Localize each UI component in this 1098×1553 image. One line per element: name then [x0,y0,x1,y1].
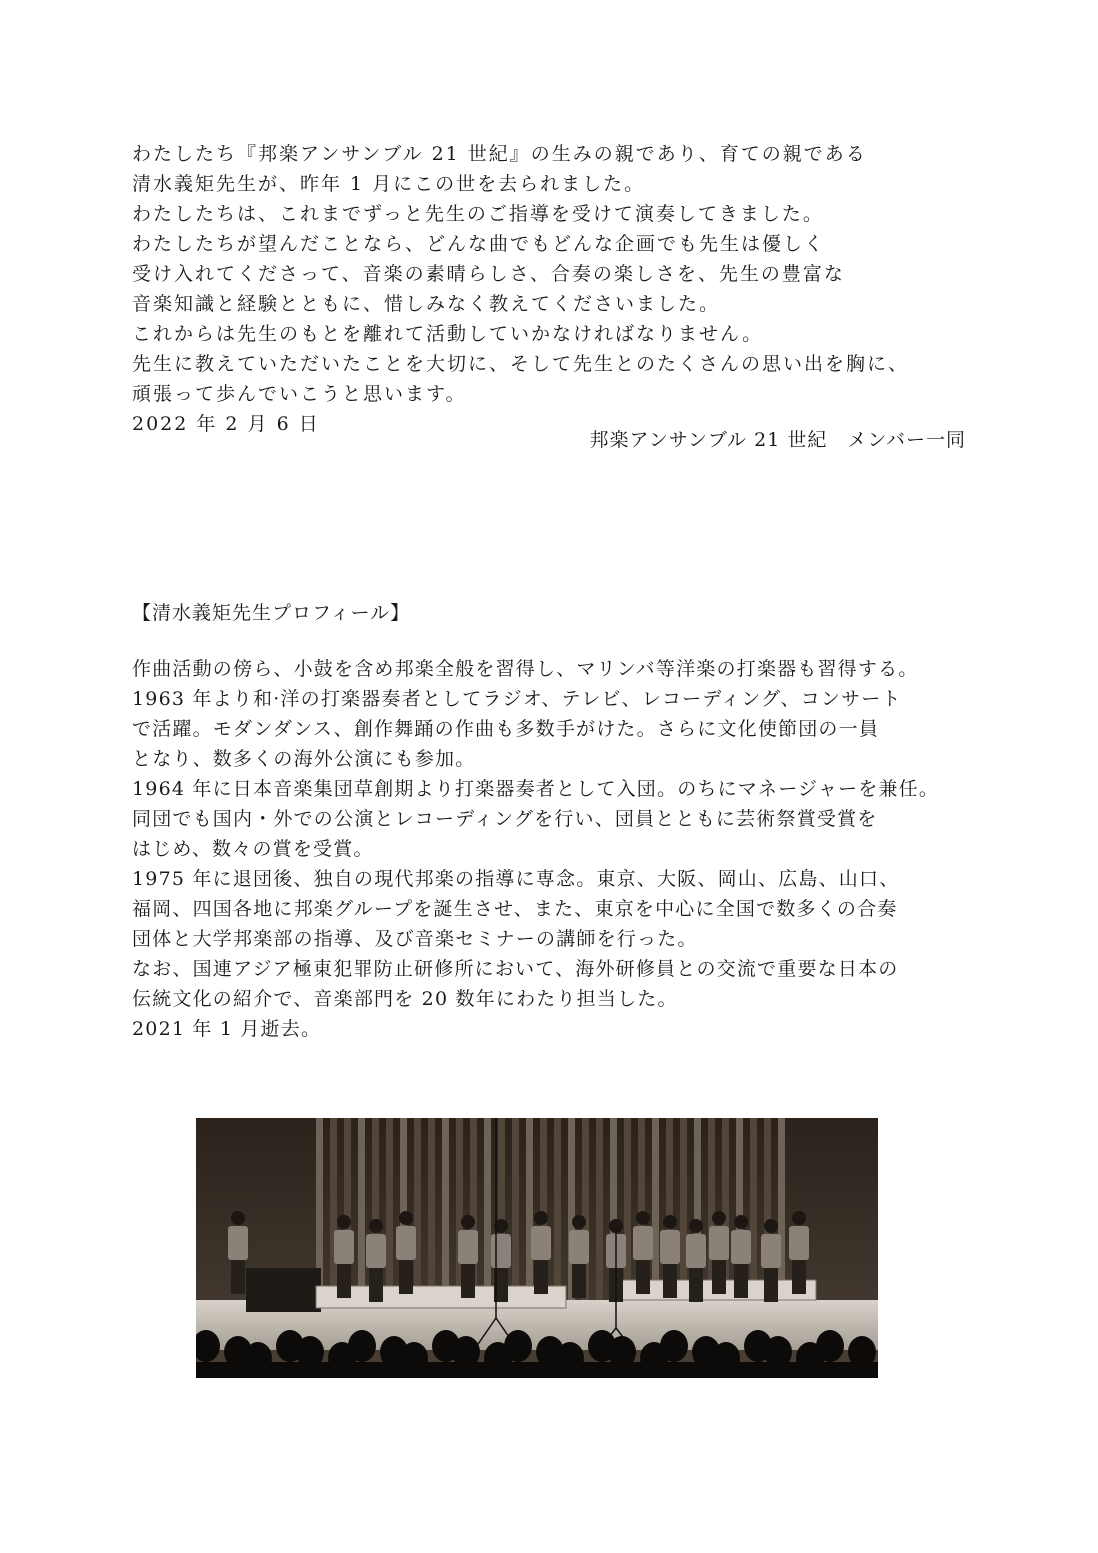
profile-line: 伝統文化の紹介で、音楽部門を 20 数年にわたり担当した。 [132,988,678,1010]
audience-head [504,1330,532,1362]
performer-legs [764,1268,778,1302]
letter-date: 2022 年 2 月 6 日 [132,413,320,435]
performer-head [734,1215,748,1229]
performer-head [337,1215,351,1229]
performer-legs [231,1260,245,1294]
letter-line: 音楽知識と経験とともに、惜しみなく教えてくださいました。 [132,293,721,315]
performer-legs [636,1260,650,1294]
performer-legs [663,1264,677,1298]
profile-line: なお、国連アジア極東犯罪防止研修所において、海外研修員との交流で重要な日本の [132,958,899,980]
audience-head [816,1330,844,1362]
curtain-slat [554,1118,561,1300]
performer-head [231,1211,245,1225]
curtain-slat [358,1118,365,1300]
performer-vest [569,1230,589,1264]
performer-vest [366,1234,386,1268]
performer-head [689,1219,703,1233]
performer-head [712,1211,726,1225]
performer-vest [660,1230,680,1264]
curtain-slat [428,1118,435,1300]
memorial-letter [132,139,968,439]
letter-line: わたしたちは、これまでずっと先生のご指導を受けて演奏してきました。 [132,203,824,225]
curtain-slat [484,1118,491,1300]
curtain-slat [526,1118,533,1300]
profile-line: となり、数多くの海外公演にも参加。 [132,748,476,770]
performer-legs [369,1268,383,1302]
performer-legs [734,1264,748,1298]
curtain-slat [596,1118,603,1300]
performer-legs [337,1264,351,1298]
performer-vest [633,1226,653,1260]
left-table [246,1268,321,1312]
stage-photo-illustration [196,1118,878,1378]
performer-head [369,1219,383,1233]
performer-legs [461,1264,475,1298]
letter-line: 先生に教えていただいたことを大切に、そして先生とのたくさんの思い出を胸に、 [132,353,910,375]
profile-line: 同団でも国内・外での公演とレコーディングを行い、団員とともに芸術祭賞受賞を [132,808,878,830]
performer-head [792,1211,806,1225]
letter-line: わたしたち『邦楽アンサンブル 21 世紀』の生みの親であり、育ての親である [132,143,867,165]
profile-line: 1963 年より和·洋の打楽器奏者としてラジオ、テレビ、レコーディング、コンサート [132,688,902,710]
letter-line: わたしたちが望んだことなら、どんな曲でもどんな企画でも先生は優しく [132,233,826,255]
curtain-slat [652,1118,659,1300]
curtain-slat [680,1118,687,1300]
profile-line: 団体と大学邦楽部の指導、及び音楽セミナーの講師を行った。 [132,928,698,950]
ensemble-stage-photo [196,1118,878,1378]
performer-legs [572,1264,586,1298]
curtain-slat [330,1118,337,1300]
performer-vest [731,1230,751,1264]
profile-line: 1975 年に退団後、独自の現代邦楽の指導に専念。東京、大阪、岡山、広島、山口、 [132,868,900,890]
performer-vest [761,1234,781,1268]
performer-head [572,1215,586,1229]
profile-line: はじめ、数々の賞を受賞。 [132,838,374,860]
performer-vest [491,1234,511,1268]
profile-line: 2021 年 1 月逝去。 [132,1018,322,1040]
performer-head [764,1219,778,1233]
curtain-slat [512,1118,519,1300]
performer-head [534,1211,548,1225]
performer-legs [399,1260,413,1294]
performer-vest [709,1226,729,1260]
curtain-slat [386,1118,393,1300]
performer-legs [689,1268,703,1302]
profile-heading: 【清水義矩先生プロフィール】 [132,602,411,624]
curtain-slat [624,1118,631,1300]
performer-vest [686,1234,706,1268]
audience-head [660,1330,688,1362]
curtain-slat [442,1118,449,1300]
curtain-slat [778,1118,785,1300]
performer-vest [334,1230,354,1264]
curtain-slat [414,1118,421,1300]
performer-vest [789,1226,809,1260]
performer-head [461,1215,475,1229]
letter-signature: 邦楽アンサンブル 21 世紀 メンバー一同 [589,429,966,451]
performer-legs [792,1260,806,1294]
letter-line: 頑張って歩んでいこうと思います。 [132,383,467,405]
letter-line: 清水義矩先生が、昨年 1 月にこの世を去られました。 [132,173,646,195]
profile-line: 福岡、四国各地に邦楽グループを誕生させ、また、東京を中心に全国で数多くの合奏 [132,898,898,920]
performer-vest [531,1226,551,1260]
letter-line: これからは先生のもとを離れて活動していかなければなりません。 [132,323,764,345]
performer-head [663,1215,677,1229]
profile-text [132,654,968,1044]
letter-line: 受け入れてくださって、音楽の素晴らしさ、合奏の楽しさを、先生の豊富な [132,263,845,285]
profile-line: 1964 年に日本音楽集団草創期より打楽器奏者として入団。のちにマネージャーを兼任。 [132,778,940,800]
audience-row [196,1362,878,1378]
profile-line: で活躍。モダンダンス、創作舞踊の作曲も多数手がけた。さらに文化使節団の一員 [132,718,880,740]
performer-vest [228,1226,248,1260]
performer-vest [396,1226,416,1260]
performer-head [636,1211,650,1225]
audience-head [348,1330,376,1362]
instrument-table [316,1286,566,1308]
profile-line: 作曲活動の傍ら、小鼓を含め邦楽全般を習得し、マリンバ等洋楽の打楽器も習得する。 [132,658,919,680]
performer-vest [458,1230,478,1264]
performer-head [399,1211,413,1225]
curtain-slat [750,1118,757,1300]
performer-legs [534,1260,548,1294]
performer-legs [712,1260,726,1294]
